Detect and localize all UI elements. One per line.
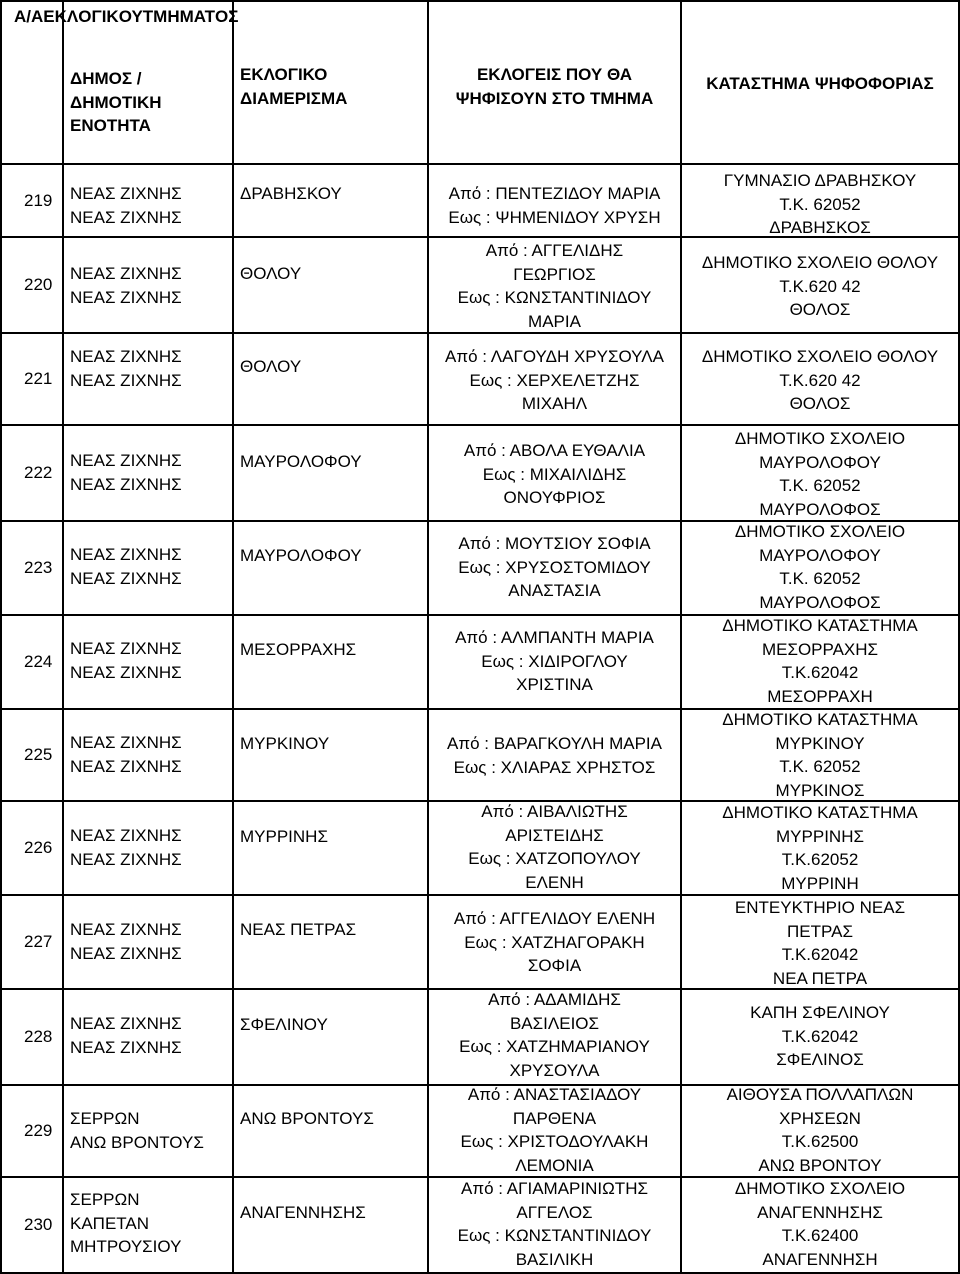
voters-range-cell-line: Από : ΑΙΒΑΛΙΩΤΗΣ xyxy=(481,802,628,821)
voters-range-cell xyxy=(429,182,680,229)
municipality-cell-line: ΝΕΑΣ ΖΙΧΝΗΣ xyxy=(70,1037,182,1057)
header-section-number-line: ΟΥ xyxy=(118,7,143,26)
district-cell xyxy=(234,732,427,756)
section-number: 221 xyxy=(24,369,53,389)
polling-station-cell xyxy=(682,520,958,614)
polling-station-cell-line: Τ.Κ.620 42 xyxy=(779,370,861,390)
municipality-cell-line: ΑΝΩ ΒΡΟΝΤΟΥΣ xyxy=(70,1132,204,1152)
municipality-cell-line: ΝΕΑΣ ΖΙΧΝΗΣ xyxy=(70,370,182,390)
district-cell xyxy=(234,638,427,662)
polling-station-cell-line: ΜΥΡΡΙΝΗΣ xyxy=(776,826,864,846)
voters-range-cell-line: Εως : ΧΑΤΖΗΑΓΟΡΑΚΗ xyxy=(464,932,645,952)
header-voters-line: ΨΗΦΙΣΟΥΝ ΣΤΟ ΤΜΗΜΑ xyxy=(455,88,654,108)
municipality-cell-line: ΝΕΑΣ ΖΙΧΝΗΣ xyxy=(70,826,182,845)
voters-range-cell-line: Εως : ΨΗΜΕΝΙΔΟΥ ΧΡΥΣΗ xyxy=(448,207,661,227)
district-cell xyxy=(234,450,427,474)
polling-station-cell-line: Τ.Κ.62500 xyxy=(781,1132,859,1151)
voters-range-cell xyxy=(429,1083,680,1177)
voters-range-cell xyxy=(429,239,680,333)
district-cell xyxy=(234,544,427,568)
voters-range-cell-line: ΧΡΥΣΟΥΛΑ xyxy=(509,1060,600,1080)
header-municipality-line: ΔΗΜΟΣ / xyxy=(70,69,142,88)
municipality-cell-line: ΝΕΑΣ ΖΙΧΝΗΣ xyxy=(70,184,182,203)
voters-range-cell-line: Εως : ΧΑΤΖΟΠΟΥΛΟΥ xyxy=(468,849,641,868)
voters-range-cell-line: Από : ΑΛΜΠΑΝΤΗ ΜΑΡΙΑ xyxy=(455,628,654,647)
municipality-cell-line: ΝΕΑΣ ΖΙΧΝΗΣ xyxy=(70,451,182,470)
polling-station-cell-line: ΜΑΥΡΟΛΟΦΟΥ xyxy=(759,452,881,472)
header-section-number-line: ΕΚΛ xyxy=(43,7,79,26)
header-polling-station xyxy=(682,72,958,96)
polling-station-cell-line: ΣΦΕΛΙΝΟΣ xyxy=(776,1050,864,1069)
polling-station-cell-line: ΠΕΤΡΑΣ xyxy=(787,921,853,941)
voters-range-cell-line: Από : ΑΒΟΛΑ ΕΥΘΑΛΙΑ xyxy=(463,441,646,460)
header-section-number-line: ΤΜΗ xyxy=(142,7,180,26)
polling-station-cell xyxy=(682,345,958,416)
section-number: 219 xyxy=(24,190,53,210)
header-section-number-line: Α/Α xyxy=(14,7,44,26)
voters-range-cell-line: Εως : ΜΙΧΑΙΛΙΔΗΣ xyxy=(482,464,627,484)
municipality-cell-line: ΝΕΑΣ ΖΙΧΝΗΣ xyxy=(70,207,182,227)
voters-range-cell xyxy=(429,439,680,510)
municipality-cell xyxy=(64,262,232,309)
grid-line xyxy=(0,424,960,426)
polling-station-cell xyxy=(682,427,958,521)
voters-range-cell-line: Από : ΑΓΓΕΛΙΔΗΣ xyxy=(485,241,624,260)
section-number: 220 xyxy=(24,275,53,295)
municipality-cell-line: ΝΕΑΣ ΖΙΧΝΗΣ xyxy=(70,920,182,939)
municipality-cell xyxy=(64,1188,232,1259)
voters-range-cell-line: ΜΑΡΙΑ xyxy=(528,311,581,331)
municipality-cell xyxy=(64,449,232,496)
polling-station-cell-line: ΔΡΑΒΗΣΚΟΣ xyxy=(769,218,871,237)
polling-station-cell-line: Τ.Κ.620 42 xyxy=(779,276,861,296)
section-number: 222 xyxy=(24,463,53,483)
municipality-cell-line: ΝΕΑΣ ΖΙΧΝΗΣ xyxy=(70,733,182,752)
section-number: 228 xyxy=(24,1027,53,1047)
polling-station-cell xyxy=(682,169,958,240)
polling-station-cell xyxy=(682,1177,958,1271)
polling-station-cell-line: Τ.Κ. 62052 xyxy=(779,569,861,588)
header-electoral-district-line: ΕΚΛΟΓΙΚΟ xyxy=(240,65,328,84)
polling-station-cell-line: Τ.Κ. 62052 xyxy=(779,194,861,214)
voters-range-cell xyxy=(429,732,680,779)
polling-station-cell xyxy=(682,1083,958,1177)
polling-station-cell-line: ΜΑΥΡΟΛΟΦΟΣ xyxy=(759,592,881,612)
section-number: 227 xyxy=(24,932,53,952)
district-cell xyxy=(234,355,427,379)
voters-range-cell-line: Από : ΑΓΓΕΛΙΔΟΥ ΕΛΕΝΗ xyxy=(453,909,656,928)
municipality-cell xyxy=(64,1107,232,1154)
polling-station-cell-line: ΑΙΘΟΥΣΑ ΠΟΛΛΑΠΛΩΝ xyxy=(726,1085,914,1104)
polling-station-cell-line: ΕΝΤΕΥΚΤΗΡΙΟ ΝΕΑΣ xyxy=(734,898,906,917)
polling-station-cell xyxy=(682,1001,958,1072)
municipality-cell-line: ΝΕΑΣ ΖΙΧΝΗΣ xyxy=(70,545,182,564)
voters-range-cell-line: Από : ΜΟΥΤΣΙΟΥ ΣΟΦΙΑ xyxy=(458,534,651,553)
municipality-cell-line: ΝΕΑΣ ΖΙΧΝΗΣ xyxy=(70,1014,182,1033)
polling-station-cell-line: ΜΥΡΚΙΝΟΣ xyxy=(775,780,865,800)
district-cell xyxy=(234,918,427,942)
municipality-cell-line: ΝΕΑΣ ΖΙΧΝΗΣ xyxy=(70,287,182,307)
polling-station-cell-line: ΔΗΜΟΤΙΚΟ ΚΑΤΑΣΤΗΜΑ xyxy=(722,616,918,635)
voters-range-cell-line: ΠΑΡΘΕΝΑ xyxy=(512,1108,597,1128)
header-voters xyxy=(429,63,680,110)
voters-range-cell xyxy=(429,1177,680,1271)
header-municipality-line: ΔΗΜΟΤΙΚΗ xyxy=(70,92,162,112)
district-cell xyxy=(234,262,427,286)
district-cell-line: ΘΟΛΟΥ xyxy=(240,357,302,376)
municipality-cell-line: ΝΕΑΣ ΖΙΧΝΗΣ xyxy=(70,264,182,283)
polling-station-cell-line: ΓΥΜΝΑΣΙΟ ΔΡΑΒΗΣΚΟΥ xyxy=(723,171,917,190)
voters-range-cell xyxy=(429,626,680,697)
header-municipality xyxy=(64,67,232,138)
district-cell xyxy=(234,825,427,849)
municipality-cell-line: ΜΗΤΡΟΥΣΙΟΥ xyxy=(70,1237,182,1256)
municipality-cell xyxy=(64,1012,232,1059)
polling-station-cell xyxy=(682,801,958,895)
voters-range-cell-line: Από : ΑΔΑΜΙΔΗΣ xyxy=(488,990,621,1009)
voters-range-cell-line: ΑΝΑΣΤΑΣΙΑ xyxy=(508,581,601,600)
district-cell xyxy=(234,1201,427,1225)
voters-range-cell-line: Εως : ΧΛΙΑΡΑΣ ΧΡΗΣΤΟΣ xyxy=(453,757,656,777)
district-cell-line: ΑΝΑΓΕΝΝΗΣΗΣ xyxy=(240,1203,366,1222)
polling-station-cell-line: Τ.Κ.62400 xyxy=(781,1226,859,1245)
polling-station-cell-line: ΔΗΜΟΤΙΚΟ ΣΧΟΛΕΙΟ xyxy=(734,429,906,448)
voters-range-cell xyxy=(429,907,680,978)
voters-range-cell-line: Εως : ΧΙΔΙΡΟΓΛΟΥ xyxy=(481,651,628,671)
district-cell-line: ΜΑΥΡΟΛΟΦΟΥ xyxy=(240,546,362,565)
voters-range-cell-line: ΑΓΓΕΛΟΣ xyxy=(516,1202,593,1222)
municipality-cell-line: ΣΕΡΡΩΝ xyxy=(70,1190,140,1209)
header-voters-line: ΕΚΛΟΓΕΙΣ ΠΟΥ ΘΑ xyxy=(476,65,633,84)
voters-range-cell xyxy=(429,532,680,603)
polling-station-cell-line: ΚΑΠΗ ΣΦΕΛΙΝΟΥ xyxy=(750,1003,890,1022)
district-cell-line: ΜΥΡΡΙΝΗΣ xyxy=(240,827,328,846)
municipality-cell-line: ΝΕΑΣ ΖΙΧΝΗΣ xyxy=(70,662,182,682)
district-cell-line: ΜΥΡΚΙΝΟΥ xyxy=(240,734,330,753)
district-cell xyxy=(234,1107,427,1131)
polling-station-cell xyxy=(682,896,958,990)
polling-station-cell-line: Τ.Κ. 62052 xyxy=(779,757,861,776)
voters-range-cell-line: ΓΕΩΡΓΙΟΣ xyxy=(513,264,596,284)
district-cell-line: ΑΝΩ ΒΡΟΝΤΟΥΣ xyxy=(240,1109,374,1128)
voters-range-cell-line: ΟΝΟΥΦΡΙΟΣ xyxy=(503,488,606,507)
voters-range-cell-line: ΒΑΣΙΛΙΚΗ xyxy=(515,1249,594,1269)
polling-station-cell xyxy=(682,614,958,708)
header-polling-station-line: ΚΑΤΑΣΤΗΜΑ ΨΗΦΟΦΟΡΙΑΣ xyxy=(706,74,934,93)
voters-range-cell-line: Από : ΑΓΙΑΜΑΡΙΝΙΩΤΗΣ xyxy=(461,1179,648,1198)
district-cell-line: ΜΕΣΟΡΡΑΧΗΣ xyxy=(240,640,357,659)
grid-line xyxy=(0,163,960,165)
municipality-cell-line: ΣΕΡΡΩΝ xyxy=(70,1109,140,1128)
municipality-cell-line: ΝΕΑΣ ΖΙΧΝΗΣ xyxy=(70,943,182,963)
district-cell-line: ΘΟΛΟΥ xyxy=(240,264,302,283)
voters-range-cell xyxy=(429,800,680,894)
polling-station-cell xyxy=(682,251,958,322)
polling-station-cell-line: ΝΕΑ ΠΕΤΡΑ xyxy=(772,968,868,988)
polling-station-cell xyxy=(682,708,958,802)
municipality-cell-line: ΝΕΑΣ ΖΙΧΝΗΣ xyxy=(70,568,182,588)
voters-range-cell-line: Από : ΠΕΝΤΕΖΙΔΟΥ ΜΑΡΙΑ xyxy=(448,184,661,203)
polling-station-cell-line: ΑΝΩ ΒΡΟΝΤΟΥ xyxy=(758,1155,882,1175)
voters-range-cell-line: Εως : ΧΑΤΖΗΜΑΡΙΑΝΟΥ xyxy=(459,1037,650,1056)
polling-station-cell-line: ΜΥΡΚΙΝΟΥ xyxy=(775,733,865,753)
voters-range-cell xyxy=(429,988,680,1082)
polling-station-cell-line: Τ.Κ.62042 xyxy=(781,663,859,682)
polling-station-cell-line: ΘΟΛΟΣ xyxy=(789,394,851,413)
polling-station-cell-line: ΔΗΜΟΤΙΚΟ ΣΧΟΛΕΙΟ ΘΟΛΟΥ xyxy=(701,253,939,272)
section-number: 225 xyxy=(24,745,53,765)
voters-range-cell-line: Εως : ΧΕΡΧΕΛΕΤΖΗΣ xyxy=(469,370,640,390)
district-cell-line: ΣΦΕΛΙΝΟΥ xyxy=(240,1015,328,1034)
district-cell-line: ΝΕΑΣ ΠΕΤΡΑΣ xyxy=(240,920,357,939)
voters-range-cell-line: ΑΡΙΣΤΕΙΔΗΣ xyxy=(505,825,604,845)
district-cell xyxy=(234,182,427,206)
polling-station-cell-line: ΜΑΥΡΟΛΟΦΟΥ xyxy=(759,545,881,565)
district-cell xyxy=(234,1013,427,1037)
polling-station-cell-line: Τ.Κ. 62052 xyxy=(779,476,861,495)
polling-station-cell-line: ΔΗΜΟΤΙΚΟ ΣΧΟΛΕΙΟ xyxy=(734,522,906,541)
voters-range-cell-line: Εως : ΚΩΝΣΤΑΝΤΙΝΙΔΟΥ xyxy=(457,1226,652,1245)
section-number: 229 xyxy=(24,1121,53,1141)
header-electoral-district xyxy=(234,63,427,110)
polling-station-cell-line: ΔΗΜΟΤΙΚΟ ΣΧΟΛΕΙΟ ΘΟΛΟΥ xyxy=(701,347,939,366)
polling-station-cell-line: ΔΗΜΟΤΙΚΟ ΣΧΟΛΕΙΟ xyxy=(734,1179,906,1198)
voters-range-cell-line: ΣΟΦΙΑ xyxy=(527,956,582,975)
municipality-cell xyxy=(64,918,232,965)
municipality-cell xyxy=(64,182,232,229)
voters-range-cell-line: ΕΛΕΝΗ xyxy=(525,872,584,892)
section-number: 230 xyxy=(24,1215,53,1235)
polling-station-cell-line: ΜΕΣΟΡΡΑΧΗΣ xyxy=(761,639,879,659)
header-municipality-line: ΕΝΟΤΗΤΑ xyxy=(70,116,151,135)
polling-station-cell-line: ΘΟΛΟΣ xyxy=(789,300,851,319)
municipality-cell-line: ΝΕΑΣ ΖΙΧΝΗΣ xyxy=(70,347,182,366)
municipality-cell-line: ΝΕΑΣ ΖΙΧΝΗΣ xyxy=(70,849,182,869)
section-number: 226 xyxy=(24,838,53,858)
voters-range-cell-line: Από : ΒΑΡΑΓΚΟΥΛΗ ΜΑΡΙΑ xyxy=(447,734,662,753)
section-number: 224 xyxy=(24,652,53,672)
section-number: 223 xyxy=(24,558,53,578)
polling-station-cell-line: Τ.Κ.62042 xyxy=(781,945,859,964)
polling-station-cell-line: ΔΗΜΟΤΙΚΟ ΚΑΤΑΣΤΗΜΑ xyxy=(722,803,918,822)
district-cell-line: ΜΑΥΡΟΛΟΦΟΥ xyxy=(240,452,362,471)
header-section-number-line: ΟΣ xyxy=(215,7,239,26)
municipality-cell xyxy=(64,345,232,392)
district-cell-line: ΔΡΑΒΗΣΚΟΥ xyxy=(240,184,342,203)
voters-range-cell-line: ΛΕΜΟΝΙΑ xyxy=(515,1155,594,1175)
voters-range-cell-line: Από : ΑΝΑΣΤΑΣΙΑΔΟΥ xyxy=(467,1085,642,1104)
voters-range-cell-line: Εως : ΧΡΥΣΟΣΤΟΜΙΔΟΥ xyxy=(458,557,651,577)
polling-station-cell-line: ΜΕΣΟΡΡΑΧΗ xyxy=(767,686,873,706)
voters-range-cell-line: ΜΙΧΑΗΛ xyxy=(521,394,588,413)
voters-range-cell-line: Από : ΛΑΓΟΥΔΗ ΧΡΥΣΟΥΛΑ xyxy=(445,347,664,366)
voters-range-cell-line: ΧΡΙΣΤΙΝΑ xyxy=(516,675,593,694)
polling-station-cell-line: ΔΗΜΟΤΙΚΟ ΚΑΤΑΣΤΗΜΑ xyxy=(722,710,918,729)
polling-station-cell-line: ΑΝΑΓΕΝΝΗΣΗΣ xyxy=(757,1202,883,1222)
polling-station-cell-line: ΑΝΑΓΕΝΝΗΣΗ xyxy=(762,1249,878,1269)
municipality-cell-line: ΝΕΑΣ ΖΙΧΝΗΣ xyxy=(70,474,182,494)
voters-range-cell-line: ΒΑΣΙΛΕΙΟΣ xyxy=(509,1013,600,1033)
polling-station-cell-line: ΧΡΗΣΕΩΝ xyxy=(779,1108,861,1128)
municipality-cell-line: ΚΑΠΕΤΑΝ xyxy=(70,1213,150,1233)
polling-station-cell-line: ΜΥΡΡΙΝΗ xyxy=(781,873,859,893)
polling-station-cell-line: ΜΑΥΡΟΛΟΦΟΣ xyxy=(759,499,881,519)
polling-station-cell-line: Τ.Κ.62042 xyxy=(781,1026,859,1046)
polling-station-cell-line: Τ.Κ.62052 xyxy=(781,850,859,869)
grid-line xyxy=(0,0,960,2)
municipality-cell-line: ΝΕΑΣ ΖΙΧΝΗΣ xyxy=(70,639,182,658)
voters-range-cell xyxy=(429,345,680,416)
voters-range-cell-line: Εως : ΚΩΝΣΤΑΝΤΙΝΙΔΟΥ xyxy=(457,288,652,307)
municipality-cell-line: ΝΕΑΣ ΖΙΧΝΗΣ xyxy=(70,756,182,776)
municipality-cell xyxy=(64,543,232,590)
voters-range-cell-line: Εως : ΧΡΙΣΤΟΔΟΥΛΑΚΗ xyxy=(460,1132,649,1151)
header-section-number-line: ΜΑΤ xyxy=(179,7,216,26)
municipality-cell xyxy=(64,637,232,684)
header-electoral-district-line: ΔΙΑΜΕΡΙΣΜΑ xyxy=(240,88,348,108)
municipality-cell xyxy=(64,824,232,871)
municipality-cell xyxy=(64,731,232,778)
header-section-number-line: ΟΓΙΚ xyxy=(78,7,119,26)
